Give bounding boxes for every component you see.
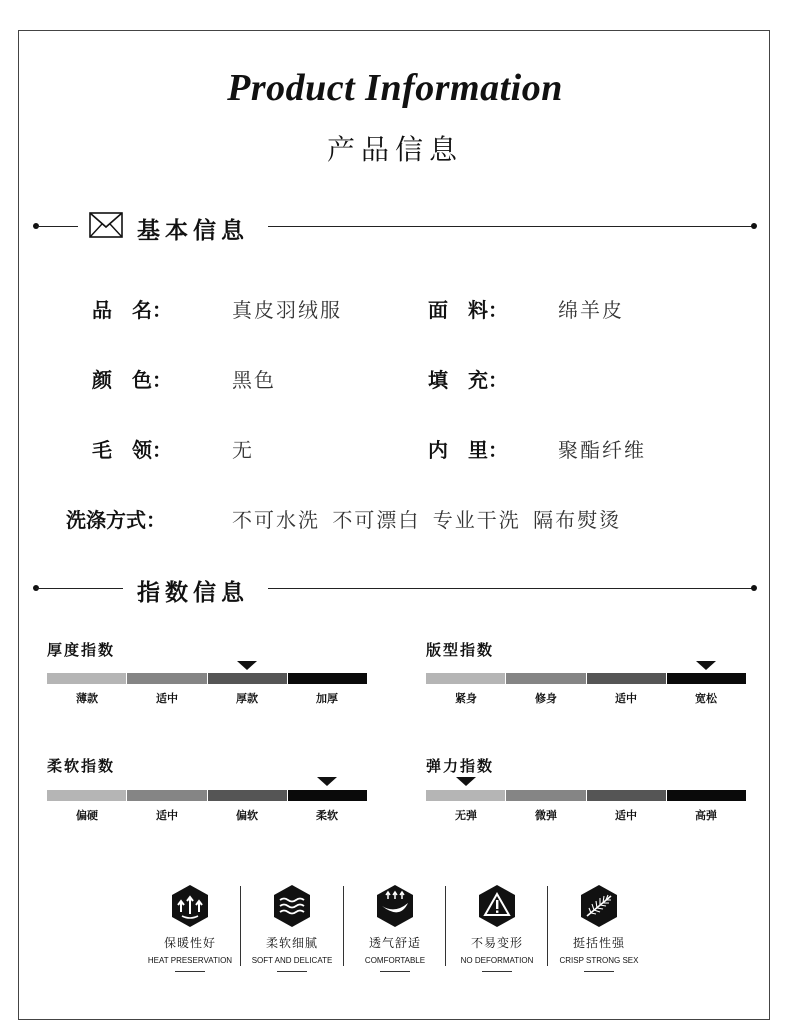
index-segment <box>506 790 586 801</box>
index-segment <box>667 673 746 684</box>
index-level: 厚款 <box>236 692 258 705</box>
fill-label: 填 充： <box>428 368 508 392</box>
mail-icon <box>89 212 123 238</box>
index-level: 加厚 <box>316 692 338 705</box>
index-level: 修身 <box>535 692 557 705</box>
index-segment <box>208 673 288 684</box>
collar-value: 无 <box>232 438 254 462</box>
breathable-icon <box>375 884 415 928</box>
index-level: 宽松 <box>695 692 717 705</box>
index-level: 紧身 <box>455 692 477 705</box>
feature-label-en: CRISP STRONG SEX <box>559 956 639 965</box>
index-segment <box>127 790 207 801</box>
index-title: 柔软指数 <box>47 757 116 775</box>
feature-underline <box>584 971 614 972</box>
section-dot-right <box>751 585 757 591</box>
index-levels <box>426 690 746 706</box>
wash-label: 洗涤方式： <box>66 508 166 532</box>
index-levels <box>47 807 367 823</box>
index-marker <box>456 777 476 786</box>
index-segment <box>288 673 367 684</box>
index-segment <box>47 673 127 684</box>
feature-separator <box>240 886 241 966</box>
index-bar <box>426 673 746 684</box>
feature-underline <box>380 971 410 972</box>
index-segment <box>47 790 127 801</box>
index-level: 适中 <box>156 809 178 822</box>
feature-label-cn: 挺括性强 <box>572 936 625 950</box>
wash-value: 不可水洗 不可漂白 专业干洗 隔布熨烫 <box>232 508 622 532</box>
index-level: 适中 <box>615 809 637 822</box>
title-cn: 产品信息 <box>326 133 463 166</box>
name-value: 真皮羽绒服 <box>232 298 342 322</box>
feature-label-cn: 保暖性好 <box>163 936 216 950</box>
index-segment <box>127 673 207 684</box>
index-segment <box>587 790 667 801</box>
feature-separator <box>343 886 344 966</box>
waves-icon <box>272 884 312 928</box>
index-level: 适中 <box>615 692 637 705</box>
feature-label-cn: 柔软细腻 <box>265 936 318 950</box>
color-label: 颜 色： <box>92 368 172 392</box>
index-bar <box>47 790 367 801</box>
feature-breathable <box>345 884 445 972</box>
feature-underline <box>277 971 307 972</box>
index-title: 版型指数 <box>426 641 495 659</box>
feature-no-deformation <box>447 884 547 972</box>
index-level: 偏软 <box>236 809 258 822</box>
index-marker <box>317 777 337 786</box>
feature-underline <box>482 971 512 972</box>
heat-icon <box>170 884 210 928</box>
index-segment <box>506 673 586 684</box>
section-line-right <box>268 226 753 227</box>
name-label: 品 名： <box>92 298 172 322</box>
feature-label-en: HEAT PRESERVATION <box>147 956 233 965</box>
index-title: 弹力指数 <box>426 757 495 775</box>
index-bar <box>47 673 367 684</box>
feature-heat <box>140 884 240 972</box>
index-level: 适中 <box>156 692 178 705</box>
feather-icon <box>579 884 619 928</box>
color-value: 黑色 <box>232 368 276 392</box>
feature-separator <box>445 886 446 966</box>
section-title-index: 指数信息 <box>137 580 249 606</box>
feature-underline <box>175 971 205 972</box>
feature-separator <box>547 886 548 966</box>
index-segment <box>667 790 746 801</box>
index-segment <box>208 790 288 801</box>
index-marker <box>237 661 257 670</box>
title-en: Product Information <box>227 67 563 109</box>
feature-label-cn: 透气舒适 <box>368 936 421 950</box>
index-segment <box>288 790 367 801</box>
feature-label-en: COMFORTABLE <box>364 956 426 965</box>
index-levels <box>47 690 367 706</box>
index-level: 薄款 <box>76 692 98 705</box>
index-level: 微弹 <box>535 809 557 822</box>
lining-label: 内 里： <box>428 438 508 462</box>
section-title-basic: 基本信息 <box>137 218 249 244</box>
feature-crisp <box>549 884 649 972</box>
section-dot-right <box>751 223 757 229</box>
feature-label-en: NO DEFORMATION <box>460 956 534 965</box>
lining-value: 聚酯纤维 <box>558 438 646 462</box>
index-level: 偏硬 <box>76 809 98 822</box>
index-segment <box>587 673 667 684</box>
index-level: 高弹 <box>695 809 717 822</box>
index-levels <box>426 807 746 823</box>
feature-label-en: SOFT AND DELICATE <box>251 956 333 965</box>
fabric-label: 面 料： <box>428 298 508 322</box>
index-segment <box>426 790 506 801</box>
index-level: 柔软 <box>316 809 338 822</box>
feature-soft <box>242 884 342 972</box>
warning-icon <box>477 884 517 928</box>
index-title: 厚度指数 <box>47 641 116 659</box>
index-marker <box>696 661 716 670</box>
feature-label-cn: 不易变形 <box>470 936 523 950</box>
section-line-right <box>268 588 753 589</box>
section-line-left <box>36 226 78 227</box>
index-segment <box>426 673 506 684</box>
section-line-left <box>36 588 123 589</box>
collar-label: 毛 领： <box>92 438 172 462</box>
index-bar <box>426 790 746 801</box>
index-level: 无弹 <box>455 809 477 822</box>
fabric-value: 绵羊皮 <box>558 298 624 322</box>
